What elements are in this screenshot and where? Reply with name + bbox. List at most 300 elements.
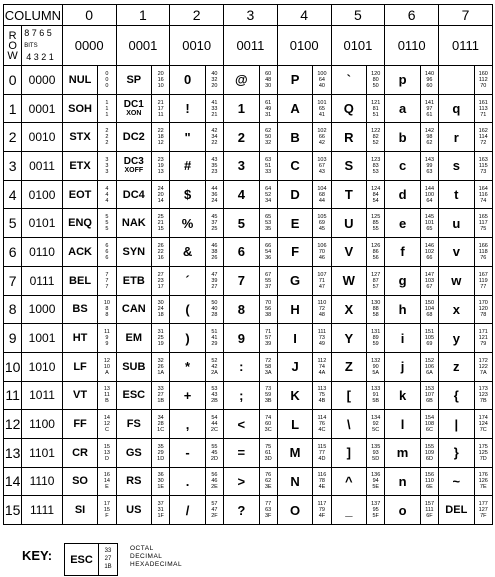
hex-value: C [104, 427, 109, 434]
decimal-value: 111 [425, 507, 434, 514]
char-cell: % [170, 209, 205, 238]
code-values [313, 295, 331, 324]
decimal-value: 43 [211, 392, 218, 399]
char-cell: O [277, 496, 312, 525]
octal-value: 117 [317, 501, 327, 508]
code-values [474, 238, 492, 267]
hex-value: 76 [480, 254, 487, 261]
char-cell: s [439, 152, 474, 181]
char-cell: V [331, 238, 366, 267]
octal-value: 13 [103, 386, 110, 393]
hex-value: 1B [157, 398, 165, 405]
char-cell: GS [116, 438, 151, 467]
octal-value: 32 [157, 357, 164, 364]
hex-value: 42 [318, 140, 325, 147]
row-bit-pattern: 0111 [22, 266, 63, 295]
decimal-value: 84 [372, 191, 379, 198]
octal-value: 45 [211, 214, 218, 221]
hex-value: 32 [265, 140, 272, 147]
octal-value: 150 [424, 300, 435, 307]
code-values [313, 209, 331, 238]
column-number: 5 [331, 5, 385, 26]
char-cell: $ [170, 180, 205, 209]
code-values [205, 324, 223, 353]
hex-value: 49 [318, 341, 325, 348]
octal-value: 106 [317, 242, 327, 249]
char-cell: 9 [224, 324, 259, 353]
hex-value: 3E [264, 484, 272, 491]
char-cell: ? [224, 496, 259, 525]
decimal-value: 56 [265, 306, 272, 313]
code-values [313, 238, 331, 267]
char-cell: L [277, 410, 312, 439]
hex-value: 45 [318, 226, 325, 233]
row-bit-pattern: 1110 [22, 467, 63, 496]
table-row [4, 66, 493, 95]
char-cell: SOH [62, 94, 97, 123]
table-row [4, 295, 493, 324]
hex-value: 1D [157, 455, 165, 462]
code-values [367, 152, 385, 181]
hex-value: 13 [157, 168, 164, 175]
octal-value: 102 [317, 128, 327, 135]
decimal-value: 52 [265, 191, 272, 198]
row-number: 13 [4, 438, 22, 467]
octal-value: 75 [265, 443, 272, 450]
char-cell: FS [116, 410, 151, 439]
decimal-value: 90 [372, 363, 379, 370]
char-cell: e [385, 209, 420, 238]
octal-value: 25 [157, 214, 164, 221]
hex-value: 7E [479, 484, 487, 491]
code-values [367, 94, 385, 123]
char-cell: W [331, 266, 366, 295]
octal-value: 37 [157, 501, 164, 508]
decimal-value: 122 [478, 363, 488, 370]
column-number: 6 [385, 5, 439, 26]
octal-value: 176 [478, 472, 488, 479]
octal-value: 120 [371, 70, 381, 77]
decimal-value: 103 [424, 277, 435, 284]
octal-value: 116 [317, 472, 327, 479]
decimal-value: 115 [478, 162, 488, 169]
decimal-value: 78 [318, 478, 325, 485]
column-bit-pattern: 0010 [170, 26, 224, 66]
decimal-value: 105 [424, 335, 435, 342]
octal-value: 17 [103, 501, 110, 508]
hex-value: 12 [157, 140, 164, 147]
decimal-value: 68 [318, 191, 325, 198]
char-cell: \ [331, 410, 366, 439]
char-cell: EOT [62, 180, 97, 209]
char-cell: B [277, 123, 312, 152]
decimal-value: 85 [372, 220, 379, 227]
char-cell: k [385, 381, 420, 410]
hex-value: 63 [426, 168, 433, 175]
row-number: 2 [4, 123, 22, 152]
decimal-value: 99 [426, 162, 433, 169]
octal-value: 50 [211, 300, 218, 307]
decimal-value: 126 [478, 478, 488, 485]
octal-value: 35 [157, 443, 164, 450]
hex-value: 28 [211, 312, 218, 319]
hex-value: 17 [157, 283, 164, 290]
octal-value: 163 [478, 156, 488, 163]
octal-value: 136 [371, 472, 381, 479]
hex-value: 61 [426, 111, 433, 118]
code-values [474, 352, 492, 381]
octal-value: 74 [265, 415, 272, 422]
decimal-value: 102 [424, 248, 435, 255]
char-subname: XON [126, 109, 142, 117]
char-cell: DEL [439, 496, 474, 525]
row-number: 1 [4, 94, 22, 123]
hex-value: 25 [211, 226, 218, 233]
row-bit-pattern: 0100 [22, 180, 63, 209]
code-values [367, 123, 385, 152]
octal-value: 155 [424, 443, 435, 450]
hex-value: 4C [318, 427, 326, 434]
row-bit-pattern: 0110 [22, 238, 63, 267]
hex-value: 66 [426, 254, 433, 261]
code-values [205, 381, 223, 410]
octal-value: 141 [424, 99, 435, 106]
code-values [420, 295, 438, 324]
code-values [205, 410, 223, 439]
hex-value: 5F [372, 513, 379, 520]
hex-value: 6B [426, 398, 433, 405]
hex-value: 3D [264, 455, 272, 462]
code-values [152, 123, 170, 152]
code-values [98, 381, 116, 410]
octal-value: 5 [105, 214, 109, 221]
row-number: 8 [4, 295, 22, 324]
decimal-value: 66 [318, 134, 325, 141]
hex-value: 4B [318, 398, 326, 405]
char-cell: 3 [224, 152, 259, 181]
octal-value: 55 [211, 443, 218, 450]
code-values [474, 496, 492, 525]
code-values [259, 352, 277, 381]
octal-value: 161 [478, 99, 488, 106]
octal-value: 16 [103, 472, 110, 479]
octal-value: 165 [478, 214, 488, 221]
code-values [98, 238, 116, 267]
char-cell: > [224, 467, 259, 496]
char-subname: XOFF [124, 166, 144, 174]
decimal-value: 7 [105, 277, 109, 284]
code-values [98, 66, 116, 95]
hex-value: 65 [426, 226, 433, 233]
char-cell: H [277, 295, 312, 324]
decimal-value: 42 [211, 363, 218, 370]
decimal-value: 87 [372, 277, 379, 284]
key-legend-hex: HEXADECIMAL [130, 561, 183, 568]
char-cell: l [385, 410, 420, 439]
char-cell: P [277, 66, 312, 95]
octal-value: 131 [371, 329, 381, 336]
code-values [205, 152, 223, 181]
decimal-value: 44 [211, 421, 218, 428]
code-values [259, 123, 277, 152]
char-cell: BEL [62, 266, 97, 295]
char-cell: r [439, 123, 474, 152]
hex-value: 48 [318, 312, 325, 319]
hex-value: 7F [480, 513, 487, 520]
decimal-value: 30 [157, 478, 164, 485]
code-values [259, 94, 277, 123]
char-cell: h [385, 295, 420, 324]
octal-value: 15 [103, 443, 110, 450]
decimal-value: 55 [265, 277, 272, 284]
decimal-value: 50 [265, 134, 272, 141]
hex-value: 51 [372, 111, 379, 118]
hex-value: 35 [265, 226, 272, 233]
decimal-value: 67 [318, 162, 325, 169]
hex-value: 2B [211, 398, 218, 405]
code-values [367, 410, 385, 439]
hex-value: 3C [264, 427, 272, 434]
code-values [152, 410, 170, 439]
code-values [313, 180, 331, 209]
decimal-value: 101 [424, 220, 435, 227]
octal-value: 152 [424, 357, 435, 364]
hex-value: 33 [265, 168, 272, 175]
row-number: 15 [4, 496, 22, 525]
octal-value: 177 [478, 501, 488, 508]
code-values [205, 209, 223, 238]
decimal-value: 12 [103, 421, 110, 428]
table-row [4, 352, 493, 381]
octal-value: 43 [211, 156, 218, 163]
decimal-value: 74 [318, 363, 325, 370]
char-cell [439, 66, 474, 95]
code-values [205, 123, 223, 152]
char-cell: # [170, 152, 205, 181]
decimal-value: 65 [318, 105, 325, 112]
hex-value: 4E [318, 484, 326, 491]
row-bit-pattern: 0101 [22, 209, 63, 238]
decimal-value: 6 [105, 248, 109, 255]
code-values [259, 266, 277, 295]
char-cell: b [385, 123, 420, 152]
octal-value: 40 [211, 70, 218, 77]
octal-value: 175 [478, 443, 488, 450]
hex-value: 22 [211, 140, 218, 147]
hex-value: 34 [265, 197, 272, 204]
code-values [152, 209, 170, 238]
hex-value: 79 [480, 341, 487, 348]
row-number: 3 [4, 152, 22, 181]
decimal-value: 23 [157, 277, 164, 284]
octal-value: 140 [424, 70, 435, 77]
octal-value: 103 [317, 156, 327, 163]
hex-value: 3A [264, 369, 272, 376]
code-values [367, 438, 385, 467]
code-values [367, 324, 385, 353]
code-values [205, 238, 223, 267]
char-cell: @ [224, 66, 259, 95]
row-bit-pattern: 0001 [22, 94, 63, 123]
char-cell: p [385, 66, 420, 95]
hex-value: 58 [372, 312, 379, 319]
column-header-label: COLUMN [4, 5, 63, 26]
decimal-value: 104 [424, 306, 435, 313]
char-cell: LF [62, 352, 97, 381]
table-row [4, 496, 493, 525]
hex-value: 26 [211, 254, 218, 261]
octal-value: 166 [478, 242, 488, 249]
decimal-value: 95 [372, 507, 379, 514]
octal-value: 142 [424, 128, 435, 135]
octal-value: 20 [157, 70, 164, 77]
char-cell: T [331, 180, 366, 209]
code-values [474, 152, 492, 181]
char-cell: Z [331, 352, 366, 381]
code-values [259, 295, 277, 324]
char-cell: N [277, 467, 312, 496]
code-values [98, 94, 116, 123]
decimal-value: 8 [105, 306, 109, 313]
hex-value: 1C [157, 427, 165, 434]
hex-value: 55 [372, 226, 379, 233]
decimal-value: 47 [211, 507, 218, 514]
char-cell: x [439, 295, 474, 324]
octal-value: 164 [478, 185, 488, 192]
hex-value: 2C [210, 427, 218, 434]
decimal-value: 59 [265, 392, 272, 399]
code-values [313, 438, 331, 467]
code-values [98, 438, 116, 467]
char-cell: d [385, 180, 420, 209]
char-cell: j [385, 352, 420, 381]
column-bit-pattern: 0001 [116, 26, 170, 66]
octal-value: 130 [371, 300, 381, 307]
row-bit-pattern: 1010 [22, 352, 63, 381]
decimal-value: 79 [318, 507, 325, 514]
key-legend-octal: OCTAL [130, 545, 154, 552]
decimal-value: 21 [157, 220, 164, 227]
octal-value: 11 [104, 329, 110, 336]
code-values [259, 467, 277, 496]
decimal-value: 14 [103, 478, 110, 485]
hex-value: 30 [265, 82, 272, 89]
table-row [4, 123, 493, 152]
hex-value: A [105, 369, 109, 376]
hex-value: 67 [426, 283, 433, 290]
code-values [152, 266, 170, 295]
hex-value: 15 [157, 226, 164, 233]
octal-value: 112 [317, 357, 327, 364]
decimal-value: 86 [372, 248, 379, 255]
code-values [367, 266, 385, 295]
table-row [4, 381, 493, 410]
char-cell: CAN [116, 295, 151, 324]
octal-value: 24 [157, 185, 164, 192]
hex-value: 3F [264, 513, 272, 520]
code-values [259, 438, 277, 467]
octal-value: 52 [211, 357, 218, 364]
hex-value: 11 [157, 111, 164, 118]
code-values [367, 238, 385, 267]
decimal-value: 119 [478, 277, 488, 284]
code-values [367, 352, 385, 381]
hex-value: 5D [372, 455, 380, 462]
octal-value: 162 [478, 128, 488, 135]
char-cell: & [170, 238, 205, 267]
char-cell: 6 [224, 238, 259, 267]
octal-value: 133 [371, 386, 381, 393]
hex-value: 38 [265, 312, 272, 319]
decimal-value: 96 [426, 76, 433, 83]
char-cell: ^ [331, 467, 366, 496]
char-cell: SO [62, 467, 97, 496]
table-row [4, 266, 493, 295]
decimal-value: 97 [426, 105, 433, 112]
hex-value: E [105, 484, 109, 491]
table-row [4, 467, 493, 496]
decimal-value: 92 [372, 421, 379, 428]
char-cell: D [277, 180, 312, 209]
decimal-value: 70 [318, 248, 325, 255]
code-values [152, 152, 170, 181]
table-row [4, 410, 493, 439]
char-cell: VT [62, 381, 97, 410]
code-values [259, 238, 277, 267]
octal-value: 76 [265, 472, 272, 479]
char-cell: HT [62, 324, 97, 353]
row-number: 6 [4, 238, 22, 267]
hex-value: F [105, 513, 109, 520]
hex-value: 70 [480, 82, 487, 89]
key-example-decimal: 27 [104, 556, 112, 562]
row-bit-pattern: 1100 [22, 410, 63, 439]
char-cell: ETX [62, 152, 97, 181]
decimal-value: 2 [105, 134, 109, 141]
column-bit-pattern: 0101 [331, 26, 385, 66]
decimal-value: 15 [103, 507, 110, 514]
code-values [420, 123, 438, 152]
code-values [205, 266, 223, 295]
decimal-value: 123 [478, 392, 488, 399]
code-values [152, 324, 170, 353]
hex-value: 2A [211, 369, 218, 376]
char-cell: A [277, 94, 312, 123]
row-number: 10 [4, 352, 22, 381]
hex-value: 41 [318, 111, 325, 118]
decimal-value: 121 [478, 335, 488, 342]
hex-value: 39 [265, 341, 272, 348]
key-example-box [64, 543, 118, 576]
code-values [420, 266, 438, 295]
octal-value: 33 [157, 386, 164, 393]
octal-value: 111 [317, 329, 327, 336]
code-values [152, 381, 170, 410]
hex-value: 59 [372, 341, 379, 348]
char-cell: _ [331, 496, 366, 525]
key-legend-text [130, 545, 182, 569]
code-values [313, 152, 331, 181]
row-number: 4 [4, 180, 22, 209]
octal-value: 46 [211, 242, 218, 249]
hex-value: 9 [105, 341, 109, 348]
decimal-value: 54 [265, 248, 272, 255]
octal-value: 72 [265, 357, 272, 364]
octal-value: 126 [371, 242, 381, 249]
bits-label: 8 7 6 5 BITS 4 3 2 1 [22, 26, 63, 66]
octal-value: 30 [157, 300, 164, 307]
code-values [152, 180, 170, 209]
